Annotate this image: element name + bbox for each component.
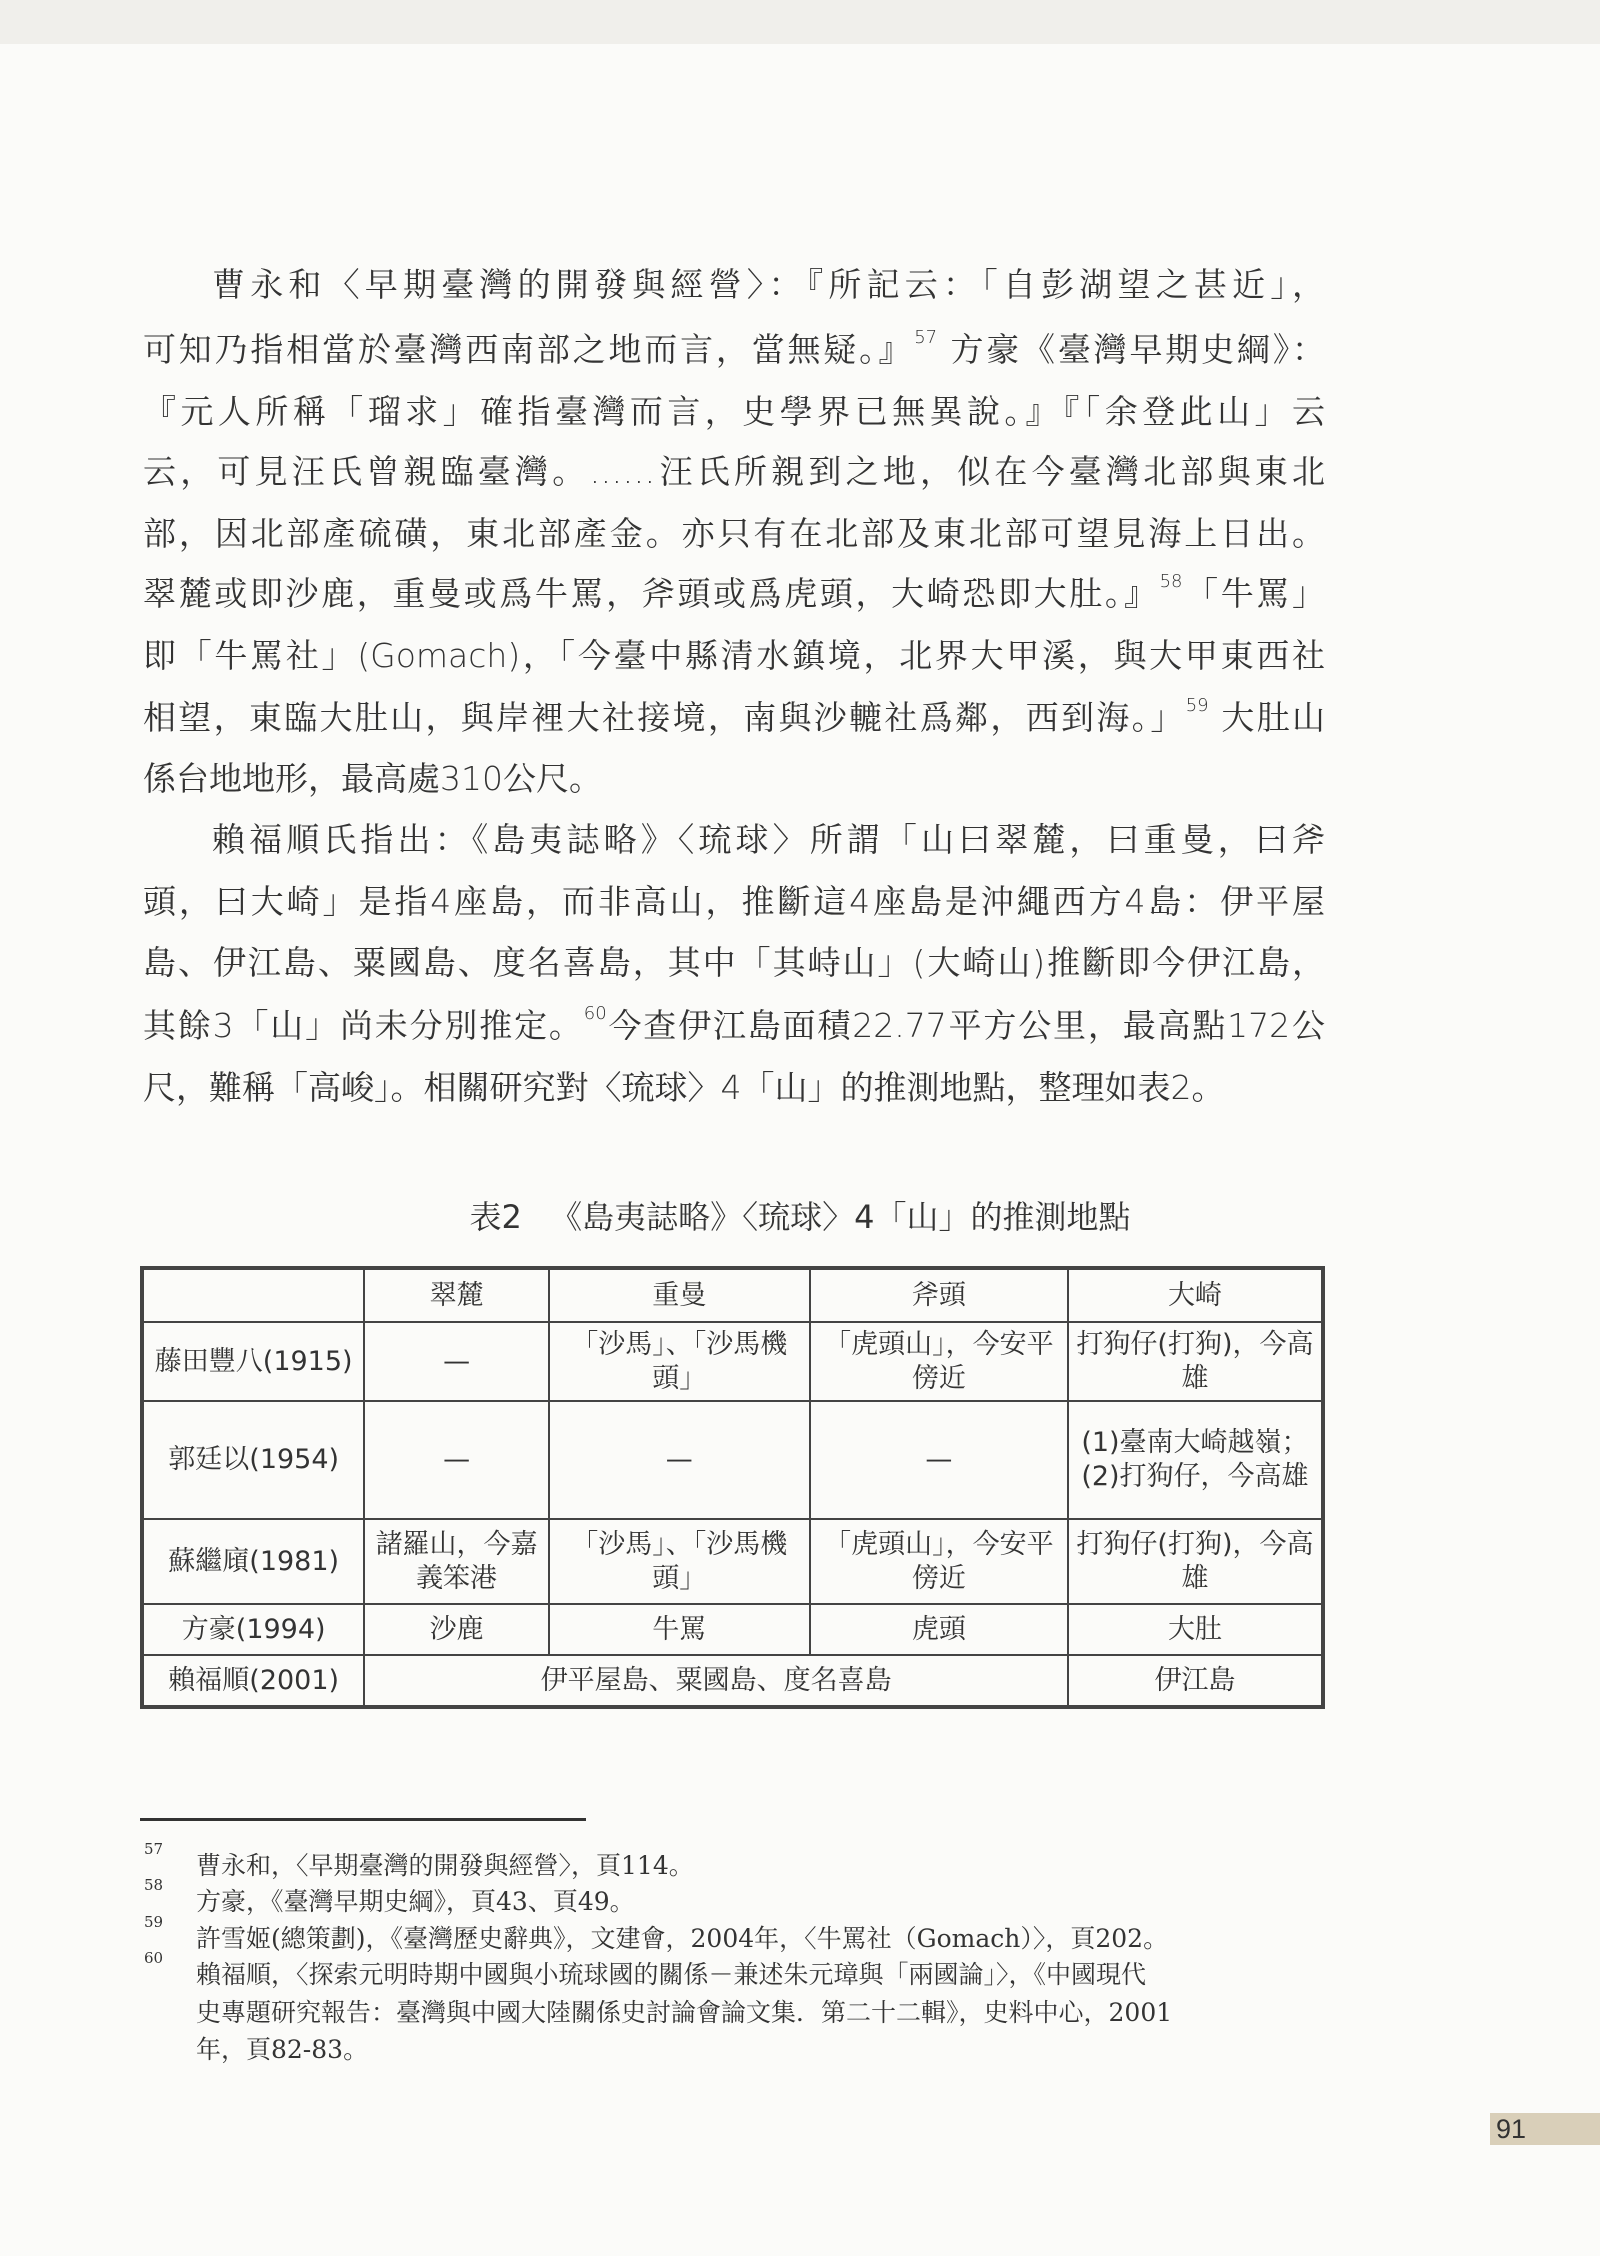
text-line: 部，因北部產硫磺，東北部產金。亦只有在北部及東北部可望見海上日出。 — [143, 514, 1325, 553]
merged-cell: 伊平屋島、粟國島、度名喜島 — [364, 1655, 1068, 1707]
cell: 「虎頭山」，今安平傍近 — [810, 1519, 1068, 1604]
text-line — [143, 696, 1325, 740]
cell: 打狗仔(打狗)，今高雄 — [1068, 1322, 1323, 1401]
cell: 大肚 — [1068, 1604, 1323, 1655]
table-caption: 表2 《島夷誌略》〈琉球〉4「山」的推測地點 — [469, 1198, 1131, 1236]
text-line: 係台地地形，最高處310公尺。 — [143, 759, 602, 798]
footnote-ref[interactable]: 59 — [1185, 695, 1209, 716]
text: 翠麓或即沙鹿，重曼或爲牛罵，斧頭或爲虎頭，大崎恐即大肚。』 — [143, 574, 1160, 613]
cell: — — [810, 1401, 1068, 1519]
footnote-text: 曹永和，〈早期臺灣的開發與經營〉，頁114。 — [196, 1851, 694, 1880]
footnote-text: 年，頁82-83。 — [196, 2035, 369, 2064]
text-line: 頭，曰大崎」是指4座島，而非高山，推斷這4座島是沖繩西方4島：伊平屋 — [143, 882, 1325, 921]
footnote-ref[interactable]: 57 — [914, 327, 938, 348]
cell: — — [549, 1401, 810, 1519]
author-cell: 郭廷以(1954) — [142, 1401, 364, 1519]
header-cell: 重曼 — [549, 1268, 810, 1322]
cell: 沙鹿 — [364, 1604, 548, 1655]
footnote-number: 58 — [144, 1876, 164, 1894]
comparison-table — [140, 1266, 1325, 1709]
author-cell: 賴福順(2001) — [142, 1655, 364, 1707]
cell: 「沙馬」、「沙馬機頭」 — [549, 1322, 810, 1401]
cell: 打狗仔(打狗)，今高雄 — [1068, 1519, 1323, 1604]
footnote-ref[interactable]: 58 — [1159, 571, 1183, 592]
header-cell — [142, 1268, 364, 1322]
text: 「牛罵」 — [1182, 574, 1326, 613]
text-line: 『元人所稱「瑠求」確指臺灣而言，史學界已無異說。』『「余登此山」云 — [143, 392, 1325, 431]
footnote-text: 方豪，《臺灣早期史綱》，頁43、頁49。 — [196, 1887, 635, 1916]
footnote-divider — [140, 1818, 586, 1821]
text-line: 即「牛罵社」(Gomach)，「今臺中縣清水鎮境，北界大甲溪，與大甲東西社 — [143, 636, 1325, 675]
table-row — [142, 1322, 1323, 1401]
text-line — [143, 328, 1325, 372]
table-row — [142, 1401, 1323, 1519]
text-line: 云，可見汪氏曾親臨臺灣。……汪氏所親到之地，似在今臺灣北部與東北 — [143, 452, 1325, 491]
cell: 「虎頭山」，今安平傍近 — [810, 1322, 1068, 1401]
text: 今查伊江島面積22.77平方公里，最高點172公 — [606, 1006, 1325, 1045]
footnote-number: 57 — [144, 1840, 164, 1858]
table-row — [142, 1655, 1323, 1707]
footnote-text: 許雪姬(總策劃)，《臺灣歷史辭典》，文建會，2004年，〈牛罵社（Gomach）〉，頁202。 — [196, 1924, 1169, 1953]
header-cell: 斧頭 — [810, 1268, 1068, 1322]
text: 其餘3「山」尚未分別推定。 — [143, 1006, 584, 1045]
author-cell: 方豪(1994) — [142, 1604, 364, 1655]
cell: 「沙馬」、「沙馬機頭」 — [549, 1519, 810, 1604]
text: 大肚山 — [1221, 698, 1326, 737]
cell: — — [364, 1322, 548, 1401]
header-cell: 大崎 — [1068, 1268, 1323, 1322]
footnote-number: 59 — [144, 1913, 164, 1931]
text-line — [143, 1004, 1325, 1048]
table-row — [142, 1604, 1323, 1655]
table-row — [142, 1519, 1323, 1604]
text: 可知乃指相當於臺灣西南部之地而言，當無疑。』 — [143, 330, 915, 369]
cell: 虎頭 — [810, 1604, 1068, 1655]
footnote-ref[interactable]: 60 — [583, 1003, 607, 1024]
cell: 伊江島 — [1068, 1655, 1323, 1707]
footnote-number: 60 — [144, 1949, 164, 1967]
text-line — [143, 572, 1325, 616]
cell: — — [364, 1401, 548, 1519]
author-cell: 蘇繼廎(1981) — [142, 1519, 364, 1604]
text-line: 曹永和〈早期臺灣的開發與經營〉：『所記云：「自彭湖望之甚近」， — [212, 265, 1325, 304]
table-header-row — [142, 1268, 1323, 1322]
author-cell: 藤田豐八(1915) — [142, 1322, 364, 1401]
cell: 牛罵 — [549, 1604, 810, 1655]
scan-top-edge — [0, 0, 1600, 44]
text: 方豪《臺灣早期史綱》： — [950, 330, 1325, 369]
text-line: 島、伊江島、粟國島、度名喜島，其中「其峙山」(大崎山)推斷即今伊江島， — [143, 943, 1325, 982]
text-line: 尺，難稱「高峻」。相關研究對〈琉球〉4「山」的推測地點，整理如表2。 — [143, 1068, 1225, 1107]
cell: 諸羅山，今嘉義笨港 — [364, 1519, 548, 1604]
text-line: 賴福順氏指出：《島夷誌略》〈琉球〉所謂「山曰翠麓，曰重曼，曰斧 — [212, 820, 1325, 859]
header-cell: 翠麓 — [364, 1268, 548, 1322]
footnote-text: 賴福順，〈探索元明時期中國與小琉球國的關係－兼述朱元璋與「兩國論」〉，《中國現代 — [196, 1960, 1147, 1989]
text: 相望，東臨大肚山，與岸裡大社接境，南與沙轆社爲鄰，西到海。」 — [143, 698, 1186, 737]
footnote-text: 史專題研究報告：臺灣與中國大陸關係史討論會論文集．第二十二輯》，史料中心，2001 — [196, 1998, 1173, 2027]
page-number: 91 — [1490, 2113, 1600, 2145]
cell: (1)臺南大崎越嶺；(2)打狗仔，今高雄 — [1068, 1401, 1323, 1519]
